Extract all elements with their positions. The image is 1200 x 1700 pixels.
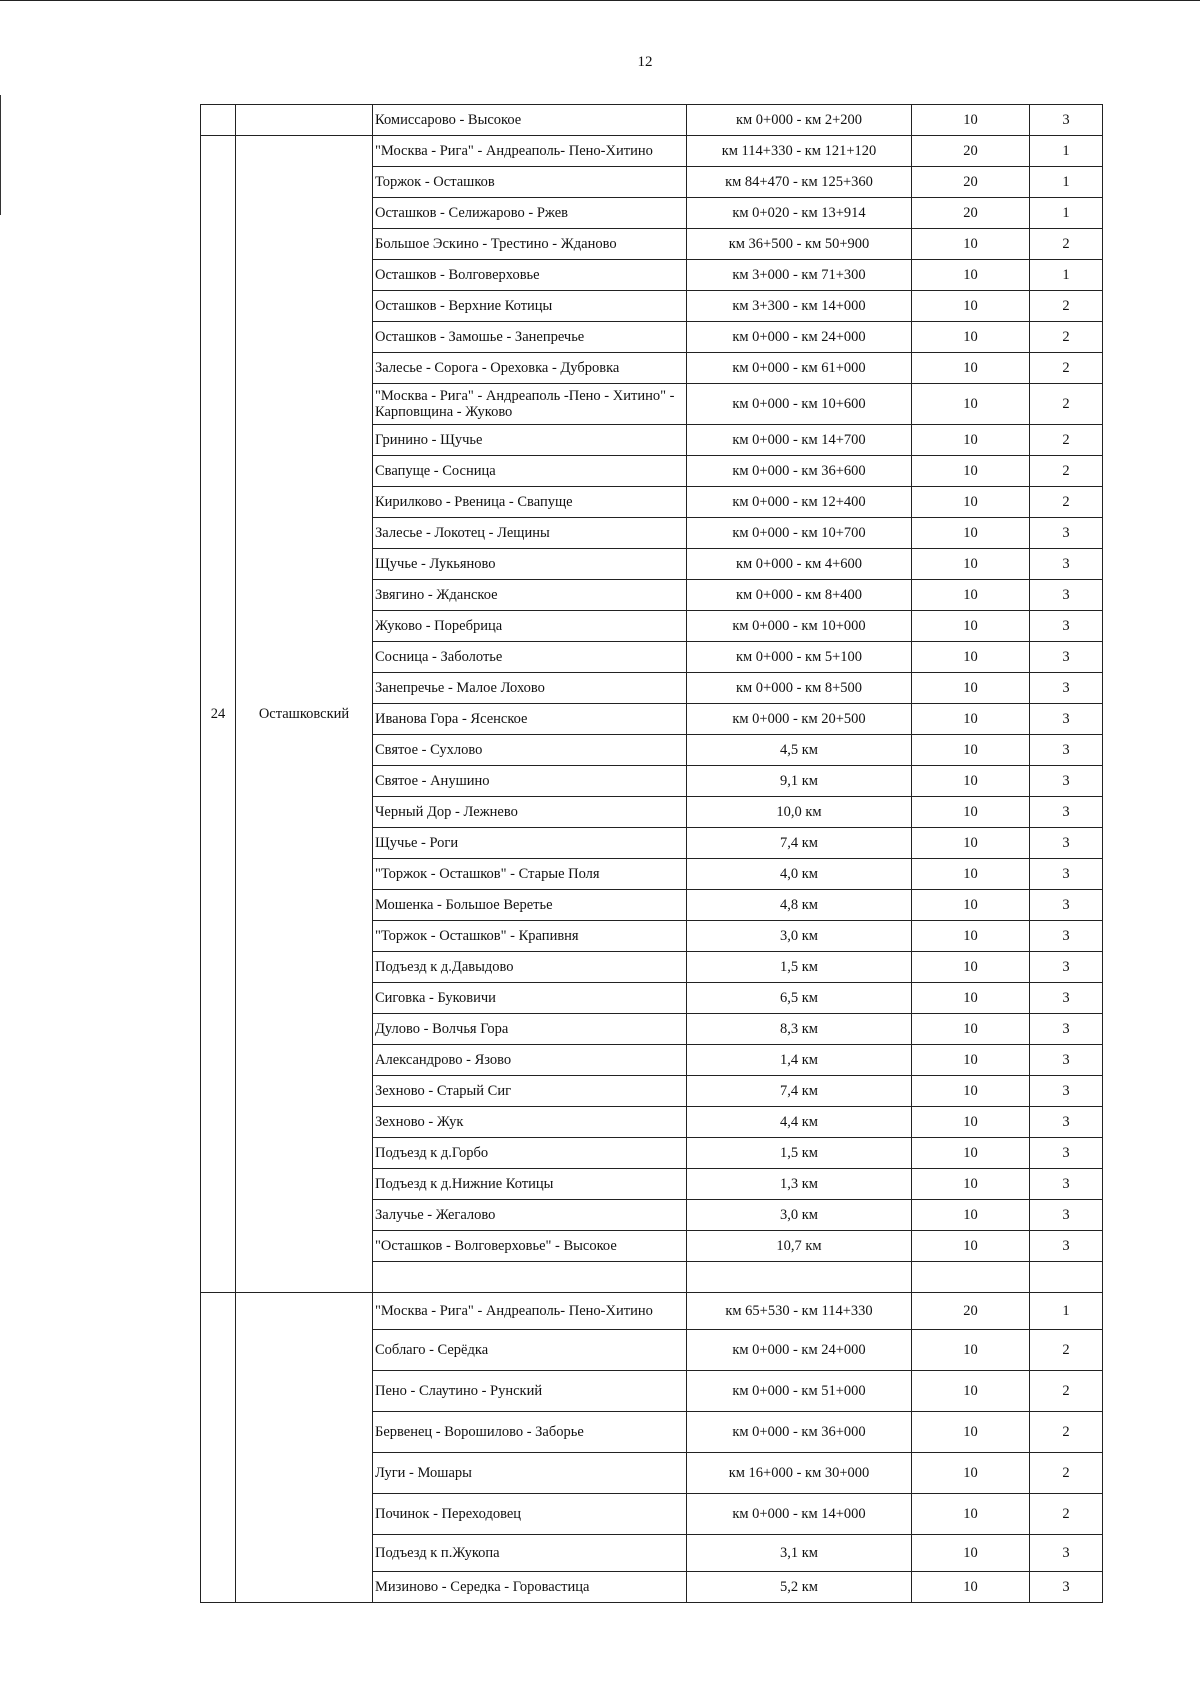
district-cell <box>236 105 373 136</box>
roads-table <box>200 104 1103 1603</box>
road-name-cell: Александрово - Язово <box>373 1045 687 1076</box>
km-range-cell <box>687 1262 912 1293</box>
district-cell: Осташковский <box>236 136 373 1293</box>
value-b-cell: 3 <box>1030 890 1103 921</box>
value-a-cell: 10 <box>912 766 1030 797</box>
km-range-cell: 5,2 км <box>687 1572 912 1603</box>
km-range-cell: км 0+000 - км 61+000 <box>687 353 912 384</box>
table-row <box>201 1293 1103 1330</box>
road-name-cell: "Москва - Рига" - Андреаполь- Пено-Хитино <box>373 136 687 167</box>
value-b-cell: 3 <box>1030 549 1103 580</box>
district-cell <box>236 1293 373 1603</box>
km-range-cell: 6,5 км <box>687 983 912 1014</box>
road-name-cell: Комиссарово - Высокое <box>373 105 687 136</box>
value-b-cell: 1 <box>1030 198 1103 229</box>
value-a-cell: 10 <box>912 983 1030 1014</box>
value-a-cell: 10 <box>912 322 1030 353</box>
value-a-cell: 10 <box>912 1494 1030 1535</box>
value-a-cell: 20 <box>912 167 1030 198</box>
value-b-cell: 3 <box>1030 859 1103 890</box>
road-name-cell: Дулово - Волчья Гора <box>373 1014 687 1045</box>
km-range-cell: км 0+000 - км 24+000 <box>687 322 912 353</box>
km-range-cell: 10,7 км <box>687 1231 912 1262</box>
value-b-cell: 3 <box>1030 673 1103 704</box>
road-name-cell: Подъезд к д.Давыдово <box>373 952 687 983</box>
value-b-cell: 3 <box>1030 1169 1103 1200</box>
km-range-cell: км 0+000 - км 5+100 <box>687 642 912 673</box>
km-range-cell: км 0+000 - км 36+000 <box>687 1412 912 1453</box>
value-b-cell: 3 <box>1030 828 1103 859</box>
value-b-cell: 3 <box>1030 1014 1103 1045</box>
value-b-cell: 2 <box>1030 1412 1103 1453</box>
value-a-cell: 10 <box>912 611 1030 642</box>
value-b-cell: 2 <box>1030 1371 1103 1412</box>
page-number: 12 <box>637 54 653 70</box>
value-b-cell: 3 <box>1030 105 1103 136</box>
value-b-cell <box>1030 1262 1103 1293</box>
value-b-cell: 2 <box>1030 384 1103 425</box>
value-a-cell: 10 <box>912 353 1030 384</box>
row-number-cell: 24 <box>201 136 236 1293</box>
road-name-cell: Гринино - Щучье <box>373 425 687 456</box>
road-name-cell: Сиговка - Буковичи <box>373 983 687 1014</box>
value-b-cell: 3 <box>1030 704 1103 735</box>
road-name-cell: Подъезд к д.Нижние Котицы <box>373 1169 687 1200</box>
km-range-cell: км 0+000 - км 2+200 <box>687 105 912 136</box>
value-a-cell: 10 <box>912 1330 1030 1371</box>
road-name-cell: Луги - Мошары <box>373 1453 687 1494</box>
value-b-cell: 2 <box>1030 1453 1103 1494</box>
km-range-cell: км 0+000 - км 10+000 <box>687 611 912 642</box>
value-b-cell: 3 <box>1030 1572 1103 1603</box>
road-name-cell: Починок - Переходовец <box>373 1494 687 1535</box>
value-b-cell: 3 <box>1030 642 1103 673</box>
value-b-cell: 3 <box>1030 611 1103 642</box>
top-rule <box>0 0 1200 1</box>
value-a-cell: 10 <box>912 1138 1030 1169</box>
value-a-cell: 10 <box>912 673 1030 704</box>
value-a-cell: 10 <box>912 384 1030 425</box>
km-range-cell: 10,0 км <box>687 797 912 828</box>
km-range-cell: км 114+330 - км 121+120 <box>687 136 912 167</box>
road-name-cell: Бервенец - Ворошилово - Заборье <box>373 1412 687 1453</box>
road-name-cell: Осташков - Селижарово - Ржев <box>373 198 687 229</box>
value-a-cell: 10 <box>912 549 1030 580</box>
value-b-cell: 3 <box>1030 921 1103 952</box>
km-range-cell: 4,8 км <box>687 890 912 921</box>
road-name-cell: Подъезд к д.Горбо <box>373 1138 687 1169</box>
value-b-cell: 2 <box>1030 1330 1103 1371</box>
km-range-cell: 3,0 км <box>687 1200 912 1231</box>
km-range-cell: 9,1 км <box>687 766 912 797</box>
value-a-cell: 10 <box>912 105 1030 136</box>
road-name-cell: "Москва - Рига" - Андреаполь- Пено-Хитино <box>373 1293 687 1330</box>
row-number-cell <box>201 1293 236 1603</box>
value-a-cell: 10 <box>912 890 1030 921</box>
km-range-cell: км 0+000 - км 14+000 <box>687 1494 912 1535</box>
value-a-cell: 10 <box>912 1453 1030 1494</box>
road-name-cell: Сосница - Заболотье <box>373 642 687 673</box>
value-b-cell: 3 <box>1030 1200 1103 1231</box>
road-name-cell: Святое - Сухлово <box>373 735 687 766</box>
value-b-cell: 3 <box>1030 580 1103 611</box>
value-a-cell: 10 <box>912 1076 1030 1107</box>
road-name-cell: Кирилково - Рвеница - Свапуще <box>373 487 687 518</box>
road-name-cell: "Торжок - Осташков" - Старые Поля <box>373 859 687 890</box>
road-name-cell <box>373 1262 687 1293</box>
value-b-cell: 1 <box>1030 167 1103 198</box>
road-name-cell: Мошенка - Большое Веретье <box>373 890 687 921</box>
km-range-cell: км 3+300 - км 14+000 <box>687 291 912 322</box>
km-range-cell: 7,4 км <box>687 1076 912 1107</box>
value-a-cell: 20 <box>912 1293 1030 1330</box>
value-b-cell: 3 <box>1030 735 1103 766</box>
value-b-cell: 3 <box>1030 1076 1103 1107</box>
value-b-cell: 2 <box>1030 229 1103 260</box>
km-range-cell: км 0+000 - км 51+000 <box>687 1371 912 1412</box>
km-range-cell: 3,1 км <box>687 1535 912 1572</box>
value-a-cell: 10 <box>912 456 1030 487</box>
value-b-cell: 3 <box>1030 518 1103 549</box>
road-name-cell: "Торжок - Осташков" - Крапивня <box>373 921 687 952</box>
value-a-cell: 10 <box>912 260 1030 291</box>
km-range-cell: км 16+000 - км 30+000 <box>687 1453 912 1494</box>
value-b-cell: 3 <box>1030 1535 1103 1572</box>
value-a-cell: 10 <box>912 291 1030 322</box>
km-range-cell: 3,0 км <box>687 921 912 952</box>
value-a-cell: 10 <box>912 518 1030 549</box>
road-name-cell: Щучье - Лукьяново <box>373 549 687 580</box>
km-range-cell: км 0+000 - км 36+600 <box>687 456 912 487</box>
row-number-cell <box>201 105 236 136</box>
km-range-cell: км 3+000 - км 71+300 <box>687 260 912 291</box>
value-b-cell: 2 <box>1030 322 1103 353</box>
value-b-cell: 3 <box>1030 766 1103 797</box>
road-name-cell: Мизиново - Середка - Горовастица <box>373 1572 687 1603</box>
km-range-cell: 4,5 км <box>687 735 912 766</box>
km-range-cell: 4,4 км <box>687 1107 912 1138</box>
road-name-cell: Зехново - Жук <box>373 1107 687 1138</box>
table-row <box>201 105 1103 136</box>
value-b-cell: 3 <box>1030 1138 1103 1169</box>
value-a-cell: 10 <box>912 797 1030 828</box>
road-name-cell: Осташков - Волговерховье <box>373 260 687 291</box>
road-name-cell: Зехново - Старый Сиг <box>373 1076 687 1107</box>
road-name-cell: Залесье - Сорога - Ореховка - Дубровка <box>373 353 687 384</box>
value-b-cell: 2 <box>1030 291 1103 322</box>
km-range-cell: 1,5 км <box>687 952 912 983</box>
road-name-cell: Подъезд к п.Жукопа <box>373 1535 687 1572</box>
value-a-cell: 10 <box>912 828 1030 859</box>
road-name-cell: Иванова Гора - Ясенское <box>373 704 687 735</box>
value-b-cell: 3 <box>1030 797 1103 828</box>
value-a-cell: 10 <box>912 1045 1030 1076</box>
value-b-cell: 1 <box>1030 136 1103 167</box>
value-b-cell: 3 <box>1030 1231 1103 1262</box>
value-a-cell: 10 <box>912 487 1030 518</box>
road-name-cell: Жуково - Поребрица <box>373 611 687 642</box>
value-b-cell: 2 <box>1030 425 1103 456</box>
value-a-cell: 10 <box>912 642 1030 673</box>
km-range-cell: км 0+000 - км 24+000 <box>687 1330 912 1371</box>
value-a-cell: 10 <box>912 1107 1030 1138</box>
value-a-cell: 10 <box>912 921 1030 952</box>
value-b-cell: 1 <box>1030 260 1103 291</box>
road-name-cell: "Осташков - Волговерховье" - Высокое <box>373 1231 687 1262</box>
road-name-cell: Залучье - Жегалово <box>373 1200 687 1231</box>
km-range-cell: 1,5 км <box>687 1138 912 1169</box>
value-b-cell: 3 <box>1030 1107 1103 1138</box>
value-a-cell: 10 <box>912 1231 1030 1262</box>
table-row <box>201 136 1103 167</box>
road-name-cell: Звягино - Жданское <box>373 580 687 611</box>
road-name-cell: Святое - Анушино <box>373 766 687 797</box>
value-a-cell <box>912 1262 1030 1293</box>
value-b-cell: 2 <box>1030 456 1103 487</box>
km-range-cell: 1,3 км <box>687 1169 912 1200</box>
value-a-cell: 10 <box>912 704 1030 735</box>
km-range-cell: км 0+000 - км 14+700 <box>687 425 912 456</box>
road-name-cell: Соблаго - Серёдка <box>373 1330 687 1371</box>
road-name-cell: "Москва - Рига" - Андреаполь -Пено - Хитино" - Карповщина - Жуково <box>373 384 687 425</box>
value-a-cell: 10 <box>912 1572 1030 1603</box>
value-a-cell: 20 <box>912 198 1030 229</box>
road-name-cell: Черный Дор - Лежнево <box>373 797 687 828</box>
value-a-cell: 10 <box>912 229 1030 260</box>
road-name-cell: Осташков - Верхние Котицы <box>373 291 687 322</box>
value-b-cell: 3 <box>1030 983 1103 1014</box>
value-b-cell: 3 <box>1030 952 1103 983</box>
road-name-cell: Осташков - Замошье - Занепречье <box>373 322 687 353</box>
value-a-cell: 10 <box>912 1412 1030 1453</box>
value-b-cell: 1 <box>1030 1293 1103 1330</box>
km-range-cell: 4,0 км <box>687 859 912 890</box>
value-a-cell: 10 <box>912 1200 1030 1231</box>
value-a-cell: 10 <box>912 425 1030 456</box>
value-a-cell: 10 <box>912 1535 1030 1572</box>
value-a-cell: 10 <box>912 952 1030 983</box>
km-range-cell: км 65+530 - км 114+330 <box>687 1293 912 1330</box>
value-b-cell: 2 <box>1030 353 1103 384</box>
value-a-cell: 10 <box>912 580 1030 611</box>
km-range-cell: км 0+000 - км 12+400 <box>687 487 912 518</box>
value-a-cell: 20 <box>912 136 1030 167</box>
road-name-cell: Занепречье - Малое Лохово <box>373 673 687 704</box>
road-name-cell: Большое Эскино - Трестино - Жданово <box>373 229 687 260</box>
road-name-cell: Свапуще - Сосница <box>373 456 687 487</box>
km-range-cell: 8,3 км <box>687 1014 912 1045</box>
km-range-cell: 7,4 км <box>687 828 912 859</box>
value-b-cell: 2 <box>1030 1494 1103 1535</box>
km-range-cell: км 0+000 - км 20+500 <box>687 704 912 735</box>
value-b-cell: 3 <box>1030 1045 1103 1076</box>
km-range-cell: км 0+000 - км 10+700 <box>687 518 912 549</box>
value-a-cell: 10 <box>912 859 1030 890</box>
value-b-cell: 2 <box>1030 487 1103 518</box>
km-range-cell: 1,4 км <box>687 1045 912 1076</box>
value-a-cell: 10 <box>912 1371 1030 1412</box>
km-range-cell: км 84+470 - км 125+360 <box>687 167 912 198</box>
value-a-cell: 10 <box>912 1169 1030 1200</box>
km-range-cell: км 0+020 - км 13+914 <box>687 198 912 229</box>
value-a-cell: 10 <box>912 735 1030 766</box>
value-a-cell: 10 <box>912 1014 1030 1045</box>
km-range-cell: км 0+000 - км 4+600 <box>687 549 912 580</box>
km-range-cell: км 0+000 - км 8+400 <box>687 580 912 611</box>
road-name-cell: Торжок - Осташков <box>373 167 687 198</box>
left-margin-rule <box>0 95 1 215</box>
km-range-cell: км 0+000 - км 8+500 <box>687 673 912 704</box>
road-name-cell: Пено - Слаутино - Рунский <box>373 1371 687 1412</box>
km-range-cell: км 36+500 - км 50+900 <box>687 229 912 260</box>
road-name-cell: Щучье - Роги <box>373 828 687 859</box>
road-name-cell: Залесье - Локотец - Лещины <box>373 518 687 549</box>
km-range-cell: км 0+000 - км 10+600 <box>687 384 912 425</box>
